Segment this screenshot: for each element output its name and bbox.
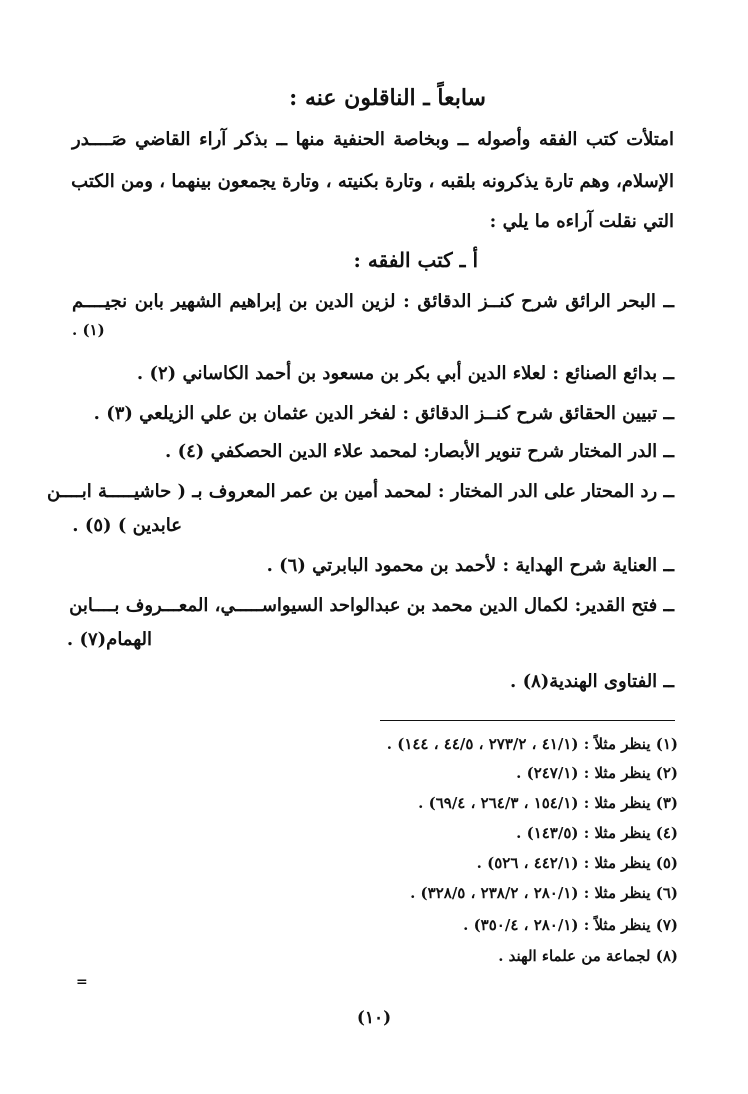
footnote-2: (٢) ينظر مثلا : (٢٤٧/١) . [516, 764, 678, 782]
book-item-1-line-2: . (١) [72, 321, 105, 339]
book-item-6: ــ العناية شرح الهداية : لأحمد بن محمود البابرتي (٦) . [266, 555, 674, 576]
footnote-5: (٥) ينظر مثلا : (٤٤٢/١ ، ٥٢٦) . [476, 854, 678, 872]
book-item-2: ــ بدائع الصنائع : لعلاء الدين أبي بكر بن مسعود بن أحمد الكاساني (٢) . [136, 363, 674, 384]
book-item-7-line-1: ــ فتح القدير: لكمال الدين محمد بن عبدالواحد السيواســـــي، المعـــروف بــــابن [69, 595, 674, 616]
footnote-divider [380, 720, 675, 721]
footnote-8: (٨) لجماعة من علماء الهند . [498, 947, 678, 965]
footnote-7: (٧) ينظر مثلاً : (٢٨٠/١ ، ٣٥٠/٤) . [463, 916, 678, 934]
section-heading: سابعاً ـ الناقلون عنه : [289, 85, 486, 111]
footnote-4: (٤) ينظر مثلا : (١٤٣/٥) . [516, 824, 678, 842]
page-number: (١٠) [356, 1008, 392, 1028]
book-item-4: ــ الدر المختار شرح تنوير الأبصار: لمحمد علاء الدين الحصكفي (٤) . [165, 441, 674, 462]
subheading-fiqh-books: أ ـ كتب الفقه : [353, 248, 478, 272]
intro-line-3: التي نقلت آراءه ما يلي : [489, 211, 674, 232]
book-item-1-line-1: ــ البحر الرائق شرح كنــز الدقائق : لزين الدين بن إبراهيم الشهير بابن نجيــــم [72, 291, 674, 312]
book-item-5-line-2: عابدين ) (٥) . [72, 515, 182, 536]
book-item-5-line-1: ــ رد المحتار على الدر المختار : لمحمد أمين بن عمر المعروف بـ ( حاشيـــــة ابــــن [46, 481, 674, 502]
book-item-8: ــ الفتاوى الهندية(٨) . [510, 671, 674, 692]
continuation-mark: = [76, 974, 88, 990]
intro-line-1: امتلأت كتب الفقه وأصوله ــ وبخاصة الحنفية منها ــ بذكر آراء القاضي صَــــدر [72, 129, 674, 150]
book-item-3: ــ تبيين الحقائق شرح كنــز الدقائق : لفخر الدين عثمان بن علي الزيلعي (٣) . [93, 403, 674, 424]
intro-line-2: الإسلام، وهم تارة يذكرونه بلقبه ، وتارة بكنيته ، وتارة يجمعون بينهما ، ومن الكتب [71, 171, 674, 192]
footnote-1: (١) ينظر مثلاً : (٤١/١ ، ٢٧٣/٢ ، ٤٤/٥ ، ١٤٤) . [386, 735, 678, 753]
footnote-6: (٦) ينظر مثلا : (٢٨٠/١ ، ٢٣٨/٢ ، ٣٢٨/٥) . [410, 884, 678, 902]
footnote-3: (٣) ينظر مثلا : (١٥٤/١ ، ٢٦٤/٣ ، ٦٩/٤) . [418, 794, 678, 812]
book-item-7-line-2: الهمام(٧) . [66, 629, 152, 650]
